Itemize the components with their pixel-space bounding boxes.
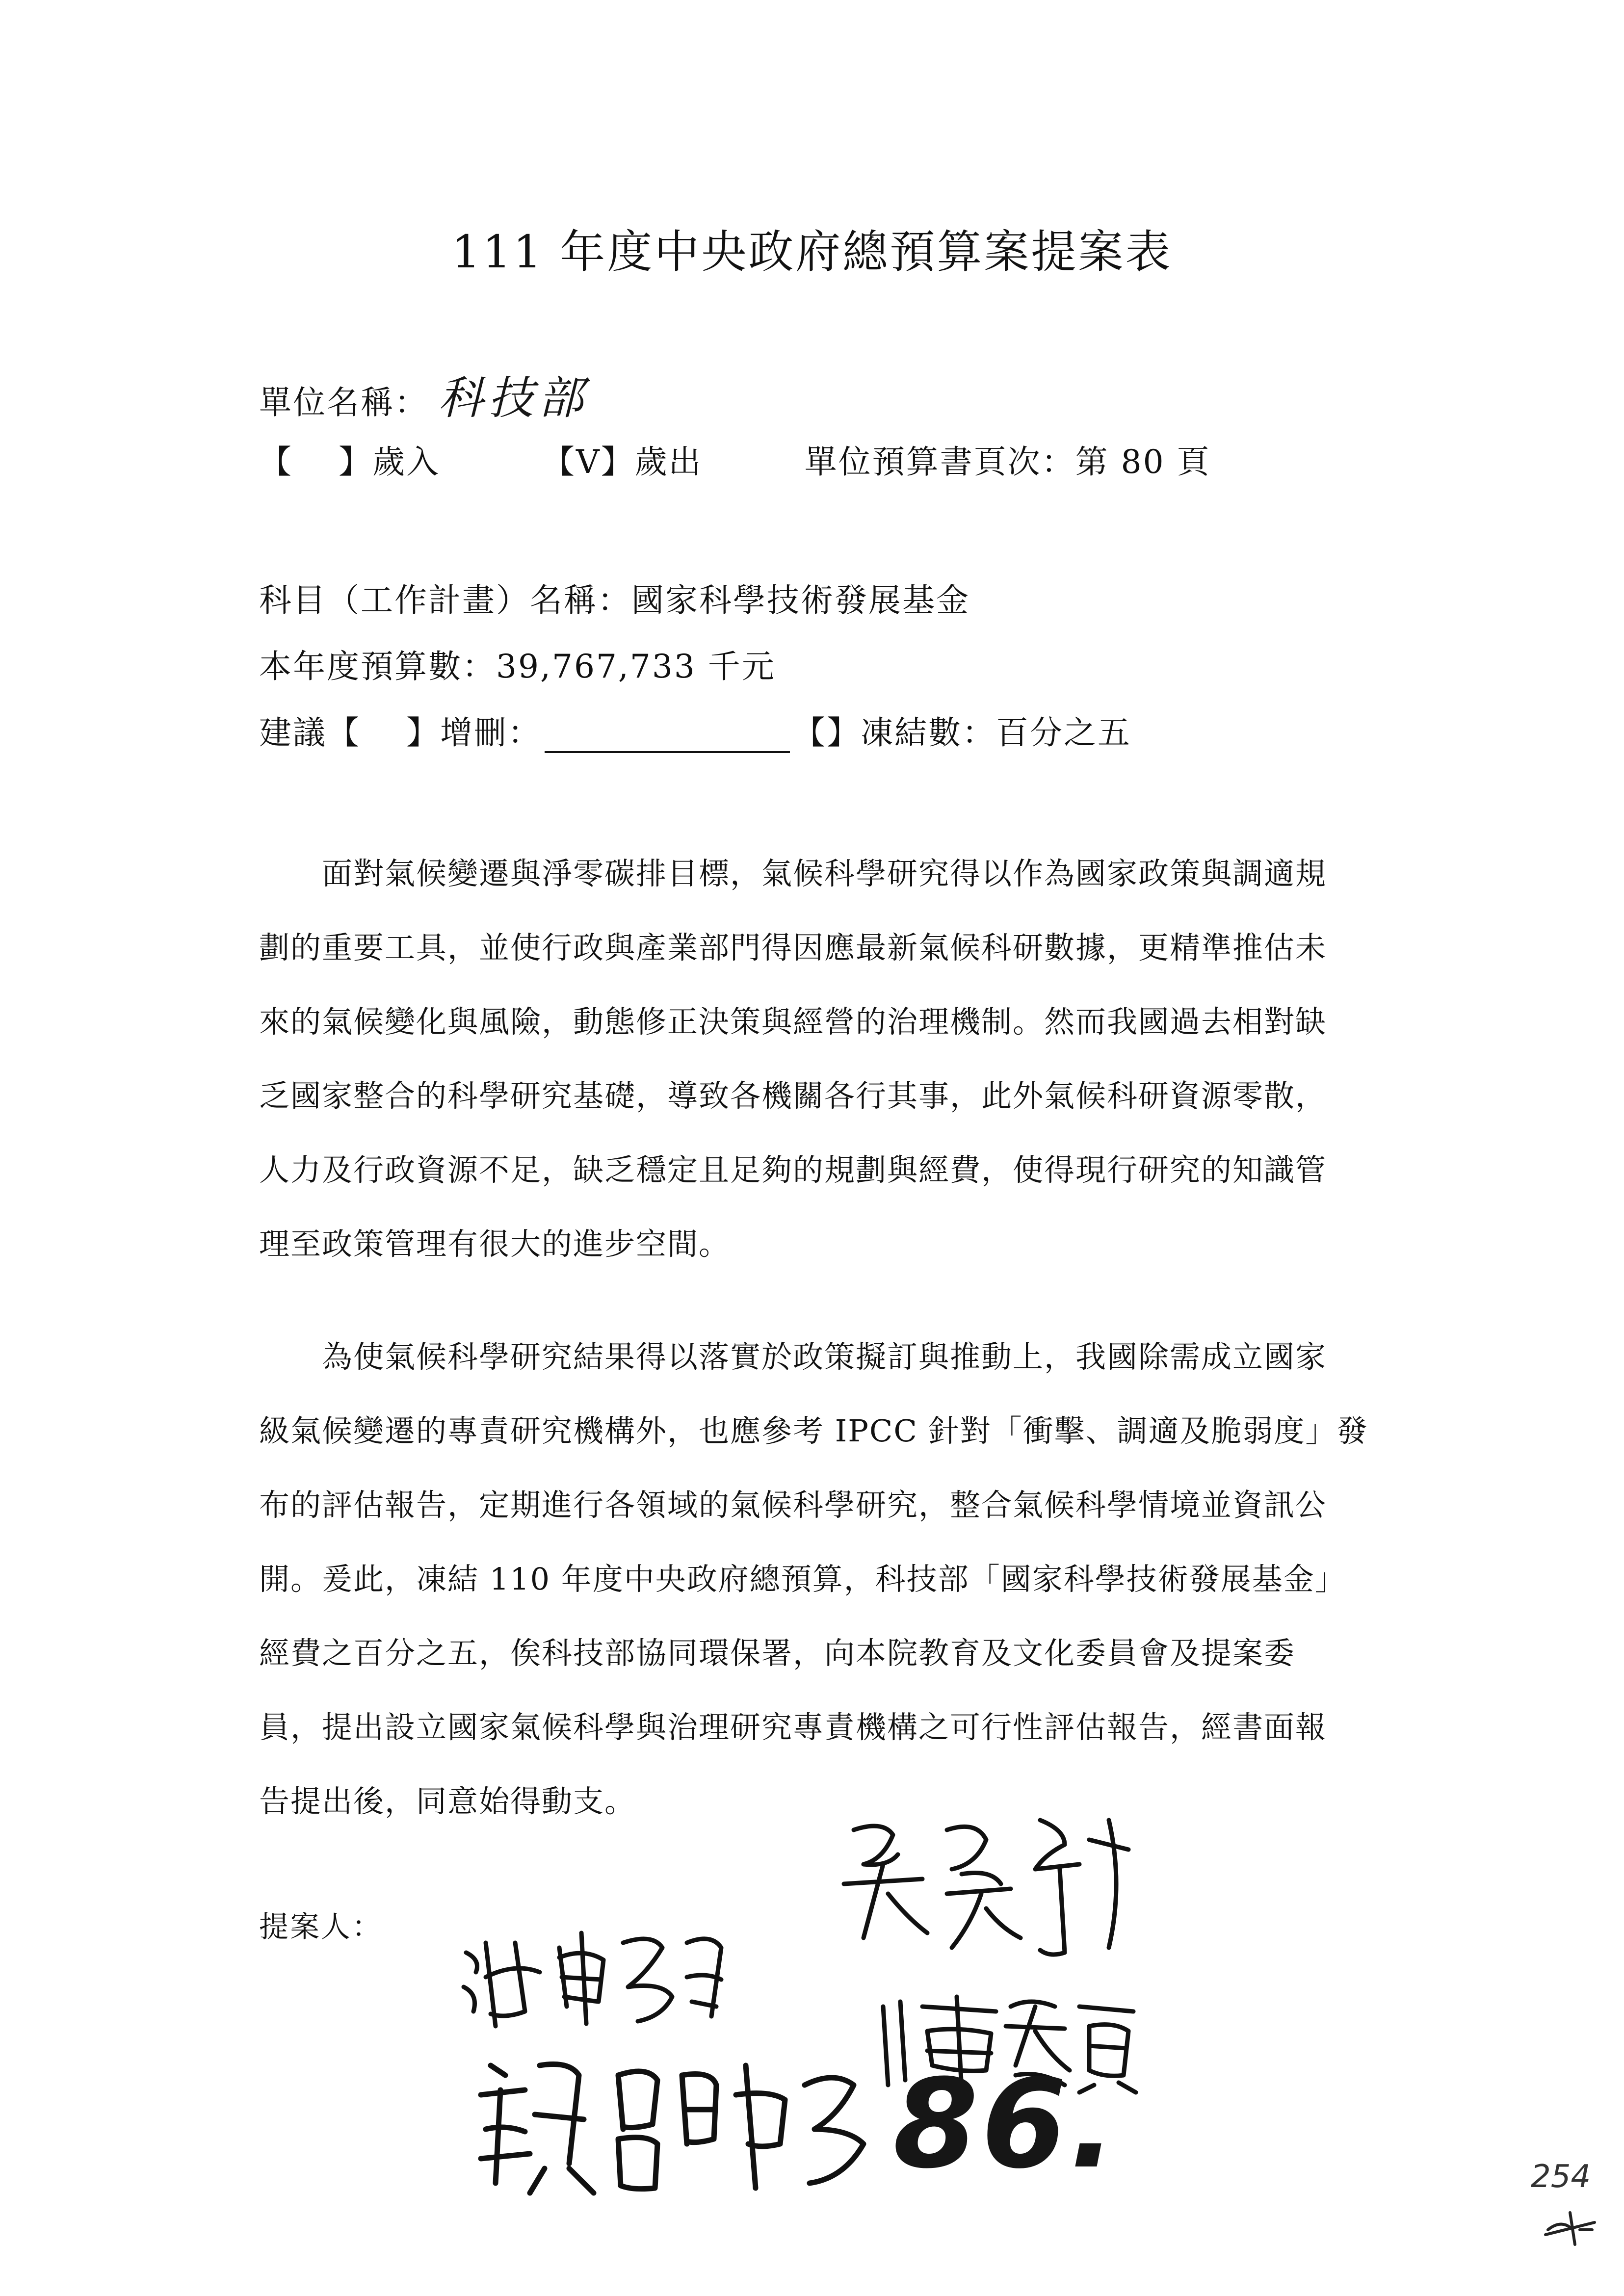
paragraph-line: 為使氣候科學研究結果得以落實於政策擬訂與推動上，我國除需成立國家 (259, 1339, 1327, 1375)
paragraph-line: 理至政策管理有很大的進步空間。 (259, 1226, 731, 1262)
paragraph-line: 級氣候變遷的專責研究機構外，也應參考 IPCC 針對「衝擊、調適及脆弱度」發 (259, 1413, 1368, 1449)
subject-row (259, 574, 970, 621)
unit-row (259, 362, 588, 427)
signature-1 (456, 1913, 731, 2031)
paragraph-line: 告提出後，同意始得動支。 (259, 1783, 636, 1819)
paragraph-line: 經費之百分之五，俟科技部協同環保署，向本院教育及文化委員會及提案委 (259, 1635, 1296, 1671)
paragraph-line: 乏國家整合的科學研究基礎，導致各機關各行其事，此外氣候科研資源零散， (259, 1078, 1327, 1114)
proposal-row (259, 706, 1131, 753)
paragraph-2 (259, 1320, 1388, 1838)
unit-label: 單位名稱： (259, 384, 428, 421)
paragraph-line: 劃的重要工具，並使行政與產業部門得因應最新氣候科研數據，更精準推估未 (259, 930, 1327, 965)
income-checkbox: 【 】歲入 (259, 443, 440, 481)
expense-checkbox: 【V】歲出 (542, 443, 703, 481)
paragraph-1 (259, 836, 1388, 1281)
proposal-adjust-label: 建議【 】增刪： (259, 714, 542, 752)
paragraph-line: 來的氣候變化與風險，動態修正決策與經營的治理機制。然而我國過去相對缺 (259, 1004, 1327, 1040)
page-title: 111 年度中央政府總預算案提案表 (451, 226, 1173, 278)
adjust-blank-line (545, 723, 790, 753)
budget-amount-label: 本年度預算數： (259, 648, 496, 685)
paragraph-line: 布的評估報告，定期進行各領域的氣候科學研究，整合氣候科學情境並資訊公 (259, 1487, 1327, 1523)
paragraph-line: 開。爰此，凍結 110 年度中央政府總預算，科技部「國家科學技術發展基金」 (259, 1561, 1346, 1597)
paragraph-line: 員，提出設立國家氣候科學與治理研究專責機構之可行性評估報告，經書面報 (259, 1709, 1327, 1745)
page-number: 254 (1531, 2159, 1591, 2195)
unit-handwritten-value: 科技部 (438, 372, 589, 424)
budget-type-row (259, 436, 1211, 482)
signature-4 (471, 2046, 893, 2203)
subject-value: 國家科學技術發展基金 (631, 581, 970, 619)
paragraph-line: 人力及行政資源不足，缺乏穩定且足夠的規劃與經費，使得現行研究的知識管 (259, 1152, 1327, 1188)
freeze-amount: 【】凍結數：百分之五 (792, 714, 1131, 752)
budget-amount-value: 39,767,733 千元 (496, 648, 776, 685)
budget-page-reference: 單位預算書頁次：第 80 頁 (804, 443, 1211, 481)
paragraph-line: 面對氣候變遷與淨零碳排目標，氣候科學研究得以作為國家政策與調適規 (259, 856, 1327, 891)
crossed-out-mark (1541, 2208, 1599, 2247)
signature-2 (834, 1810, 1138, 1967)
handwritten-number: 86. (893, 2053, 1119, 2195)
budget-amount-row (259, 640, 776, 687)
subject-label: 科目（工作計畫）名稱： (259, 581, 631, 619)
proposer-label: 提案人： (259, 1910, 383, 1944)
